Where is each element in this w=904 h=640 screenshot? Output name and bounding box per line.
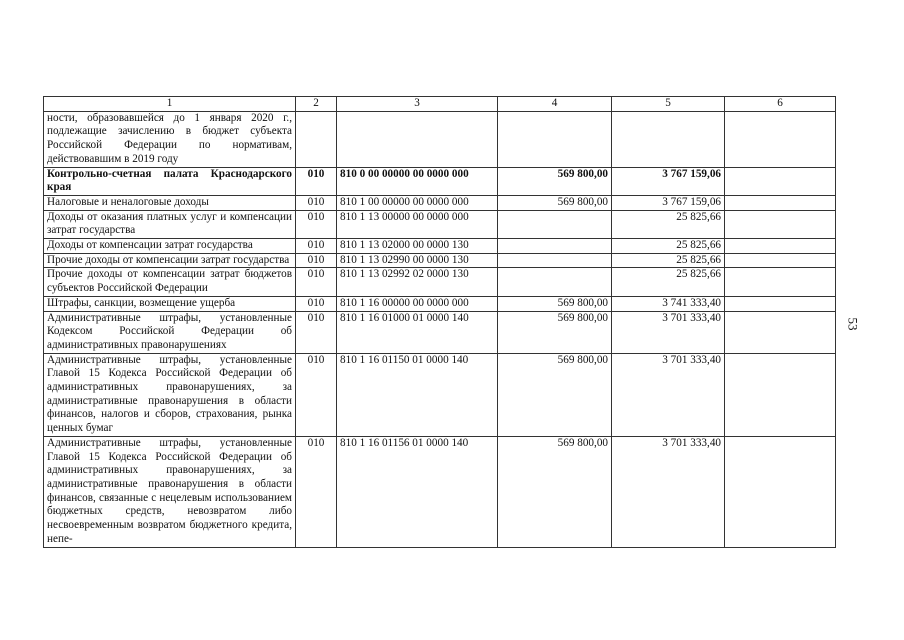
row-admin-code-cell: 010 <box>296 210 337 238</box>
row-admin-code-cell: 010 <box>296 296 337 311</box>
row-fact-cell: 3 767 159,06 <box>612 195 725 210</box>
row-kbk-cell <box>337 111 498 167</box>
row-kbk-cell: 810 1 16 00000 00 0000 000 <box>337 296 498 311</box>
row-plan-cell <box>498 239 612 254</box>
row-note-cell <box>725 210 836 238</box>
table-row <box>44 167 836 195</box>
row-fact-cell <box>612 111 725 167</box>
row-note-cell <box>725 268 836 296</box>
header-cell: 6 <box>725 97 836 112</box>
table-row <box>44 311 836 353</box>
row-fact-cell: 25 825,66 <box>612 210 725 238</box>
row-admin-code-cell: 010 <box>296 239 337 254</box>
row-note-cell <box>725 311 836 353</box>
table-row <box>44 353 836 436</box>
row-name-cell: Прочие доходы от компенсации затрат бюджетов субъектов Российской Федерации <box>44 268 296 296</box>
row-fact-cell: 3 701 333,40 <box>612 436 725 547</box>
table-row <box>44 195 836 210</box>
row-kbk-cell: 810 1 16 01156 01 0000 140 <box>337 436 498 547</box>
table-row <box>44 239 836 254</box>
row-kbk-cell: 810 1 13 00000 00 0000 000 <box>337 210 498 238</box>
row-note-cell <box>725 436 836 547</box>
row-fact-cell: 3 701 333,40 <box>612 311 725 353</box>
row-kbk-cell: 810 1 13 02000 00 0000 130 <box>337 239 498 254</box>
row-admin-code-cell: 010 <box>296 353 337 436</box>
row-fact-cell: 3 701 333,40 <box>612 353 725 436</box>
row-name-cell: Прочие доходы от компенсации затрат государства <box>44 253 296 268</box>
row-kbk-cell: 810 1 13 02990 00 0000 130 <box>337 253 498 268</box>
row-note-cell <box>725 239 836 254</box>
row-plan-cell <box>498 210 612 238</box>
row-plan-cell: 569 800,00 <box>498 353 612 436</box>
row-admin-code-cell: 010 <box>296 311 337 353</box>
row-kbk-cell: 810 1 13 02992 02 0000 130 <box>337 268 498 296</box>
row-admin-code-cell <box>296 111 337 167</box>
table-row <box>44 436 836 547</box>
row-name-cell: Доходы от оказания платных услуг и компенсации затрат государства <box>44 210 296 238</box>
row-plan-cell <box>498 111 612 167</box>
row-plan-cell: 569 800,00 <box>498 296 612 311</box>
row-admin-code-cell: 010 <box>296 253 337 268</box>
table-header-row <box>44 97 836 112</box>
table-row <box>44 210 836 238</box>
row-kbk-cell: 810 0 00 00000 00 0000 000 <box>337 167 498 195</box>
row-plan-cell <box>498 268 612 296</box>
header-cell: 2 <box>296 97 337 112</box>
row-note-cell <box>725 296 836 311</box>
row-name-cell: Административные штрафы, установленные Кодексом Российской Федерации об административных правонарушениях <box>44 311 296 353</box>
header-cell: 3 <box>337 97 498 112</box>
page-number: 53 <box>845 317 861 331</box>
row-plan-cell: 569 800,00 <box>498 195 612 210</box>
row-name-cell: Штрафы, санкции, возмещение ущерба <box>44 296 296 311</box>
row-admin-code-cell: 010 <box>296 268 337 296</box>
row-plan-cell <box>498 253 612 268</box>
row-kbk-cell: 810 1 00 00000 00 0000 000 <box>337 195 498 210</box>
row-fact-cell: 3 767 159,06 <box>612 167 725 195</box>
table-row <box>44 111 836 167</box>
row-fact-cell: 25 825,66 <box>612 268 725 296</box>
row-name-cell: Доходы от компенсации затрат государства <box>44 239 296 254</box>
row-fact-cell: 3 741 333,40 <box>612 296 725 311</box>
row-name-cell: ности, образовавшейся до 1 января 2020 г., подлежащие зачислению в бюджет субъекта Российской Федерации по нормативам, действовавшим в 2019 году <box>44 111 296 167</box>
row-kbk-cell: 810 1 16 01000 01 0000 140 <box>337 311 498 353</box>
row-plan-cell: 569 800,00 <box>498 311 612 353</box>
row-name-cell: Административные штрафы, установленные Главой 15 Кодекса Российской Федерации об административных правонарушениях, за административные правонарушения в области финансов, связанные с нецелевым использованием бюджетных средств, невозвратом либо несвоевременным возвратом бюджетного кредита, непе- <box>44 436 296 547</box>
row-note-cell <box>725 111 836 167</box>
row-note-cell <box>725 195 836 210</box>
row-plan-cell: 569 800,00 <box>498 167 612 195</box>
row-name-cell: Административные штрафы, установленные Главой 15 Кодекса Российской Федерации об административных правонарушениях, за административные правонарушения в области финансов, налогов и сборов, страхования, рынка ценных бумаг <box>44 353 296 436</box>
row-kbk-cell: 810 1 16 01150 01 0000 140 <box>337 353 498 436</box>
row-name-cell: Налоговые и неналоговые доходы <box>44 195 296 210</box>
row-name-cell: Контрольно-счетная палата Краснодарского края <box>44 167 296 195</box>
table-row <box>44 253 836 268</box>
table-row <box>44 268 836 296</box>
row-note-cell <box>725 353 836 436</box>
row-fact-cell: 25 825,66 <box>612 253 725 268</box>
header-cell: 4 <box>498 97 612 112</box>
revenue-table <box>43 96 836 548</box>
header-cell: 1 <box>44 97 296 112</box>
row-admin-code-cell: 010 <box>296 195 337 210</box>
table-row <box>44 296 836 311</box>
row-note-cell <box>725 253 836 268</box>
row-plan-cell: 569 800,00 <box>498 436 612 547</box>
row-admin-code-cell: 010 <box>296 436 337 547</box>
row-fact-cell: 25 825,66 <box>612 239 725 254</box>
row-note-cell <box>725 167 836 195</box>
row-admin-code-cell: 010 <box>296 167 337 195</box>
header-cell: 5 <box>612 97 725 112</box>
